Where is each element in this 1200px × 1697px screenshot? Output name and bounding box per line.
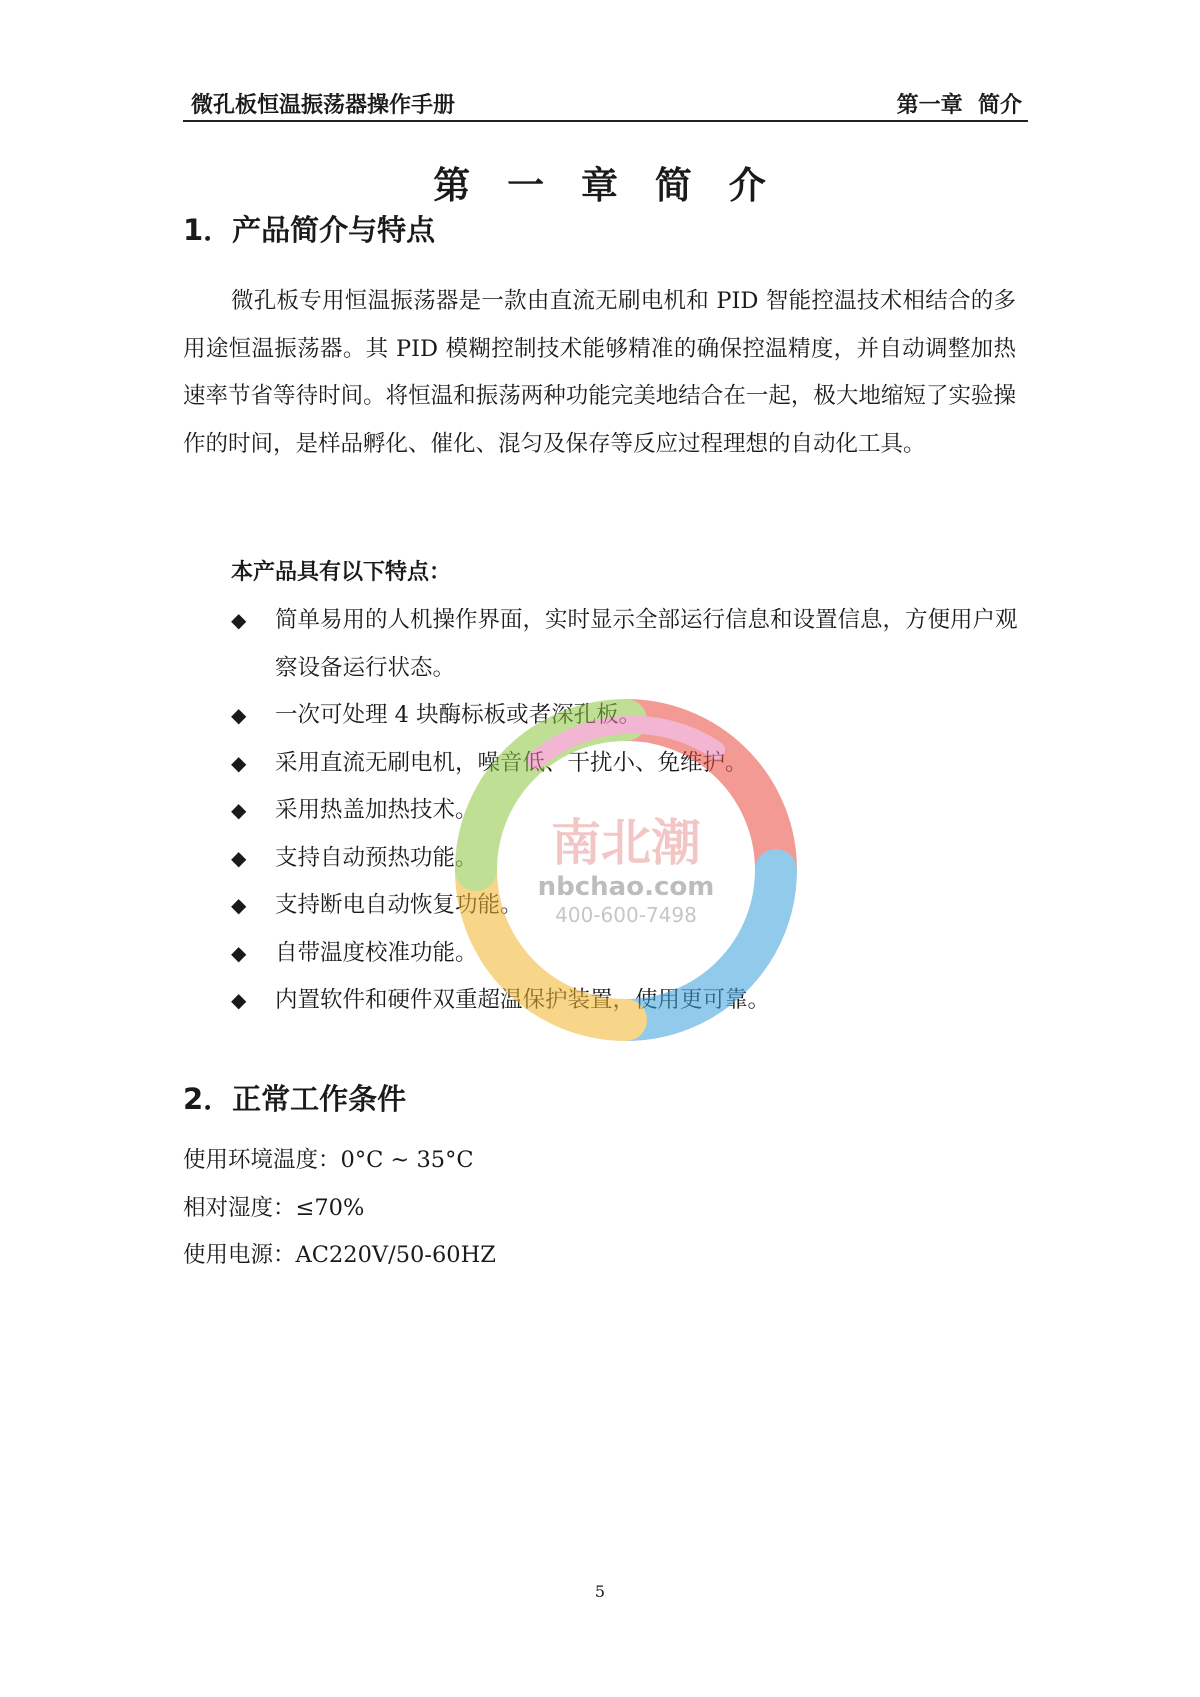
feature-text: 采用直流无刷电机，噪音低、干扰小、免维护。 xyxy=(275,750,748,776)
condition-temperature: 使用环境温度：0°C ~ 35°C xyxy=(183,1147,474,1173)
feature-item xyxy=(231,930,1021,978)
feature-item xyxy=(231,597,1021,692)
diamond-bullet-icon: ◆ xyxy=(231,751,247,775)
section-1-heading: 1．产品简介与特点 xyxy=(183,213,436,247)
features-title: 本产品具有以下特点： xyxy=(231,560,452,585)
page-number: 5 xyxy=(594,1582,606,1601)
header-manual-title: 微孔板恒温振荡器操作手册 xyxy=(191,93,456,118)
diamond-bullet-icon: ◆ xyxy=(231,608,247,632)
page-header xyxy=(183,86,1028,122)
feature-item xyxy=(231,977,1021,1025)
header-chapter-label: 第一章 简介 xyxy=(896,93,1022,118)
condition-power: 使用电源：AC220V/50-60HZ xyxy=(183,1242,496,1268)
feature-text: 支持断电自动恢复功能。 xyxy=(275,892,523,918)
feature-text: 自带温度校准功能。 xyxy=(275,940,478,966)
section-2-heading: 2．正常工作条件 xyxy=(183,1082,407,1116)
condition-humidity: 相对湿度：≤70% xyxy=(183,1194,365,1221)
feature-item xyxy=(231,740,1021,788)
feature-item xyxy=(231,787,1021,835)
feature-text: 内置软件和硬件双重超温保护装置，使用更可靠。 xyxy=(275,987,771,1013)
diamond-bullet-icon: ◆ xyxy=(231,893,247,917)
feature-text: 简单易用的人机操作界面，实时显示全部运行信息和设置信息，方便用户观察设备运行状态。 xyxy=(275,607,1018,681)
feature-item xyxy=(231,882,1021,930)
feature-item xyxy=(231,835,1021,883)
watermark-phone: 400-600-7498 xyxy=(555,903,697,927)
feature-text: 一次可处理 4 块酶标板或者深孔板。 xyxy=(275,702,642,728)
diamond-bullet-icon: ◆ xyxy=(231,988,247,1012)
diamond-bullet-icon: ◆ xyxy=(231,941,247,965)
feature-text: 采用热盖加热技术。 xyxy=(275,797,478,823)
intro-paragraph: 微孔板专用恒温振荡器是一款由直流无刷电机和 PID 智能控温技术相结合的多用途恒温振荡器。其 PID 模糊控制技术能够精准的确保控温精度，并自动调整加热速率节省等待时间。将恒温和振荡两种功能完美地结合在一起，极大地缩短了实验操作的时间，是样品孵化、催化、混匀及保存等反应过程理想的自动化工具。 xyxy=(183,288,1016,457)
feature-item xyxy=(231,692,1021,740)
watermark-brand: 南北潮 xyxy=(551,814,701,872)
watermark-site: nbchao.com xyxy=(537,872,715,902)
diamond-bullet-icon: ◆ xyxy=(231,846,247,870)
chapter-title: 第 一 章 简 介 xyxy=(433,164,767,207)
feature-text: 支持自动预热功能。 xyxy=(275,845,478,871)
diamond-bullet-icon: ◆ xyxy=(231,703,247,727)
diamond-bullet-icon: ◆ xyxy=(231,798,247,822)
working-conditions xyxy=(183,1137,496,1280)
